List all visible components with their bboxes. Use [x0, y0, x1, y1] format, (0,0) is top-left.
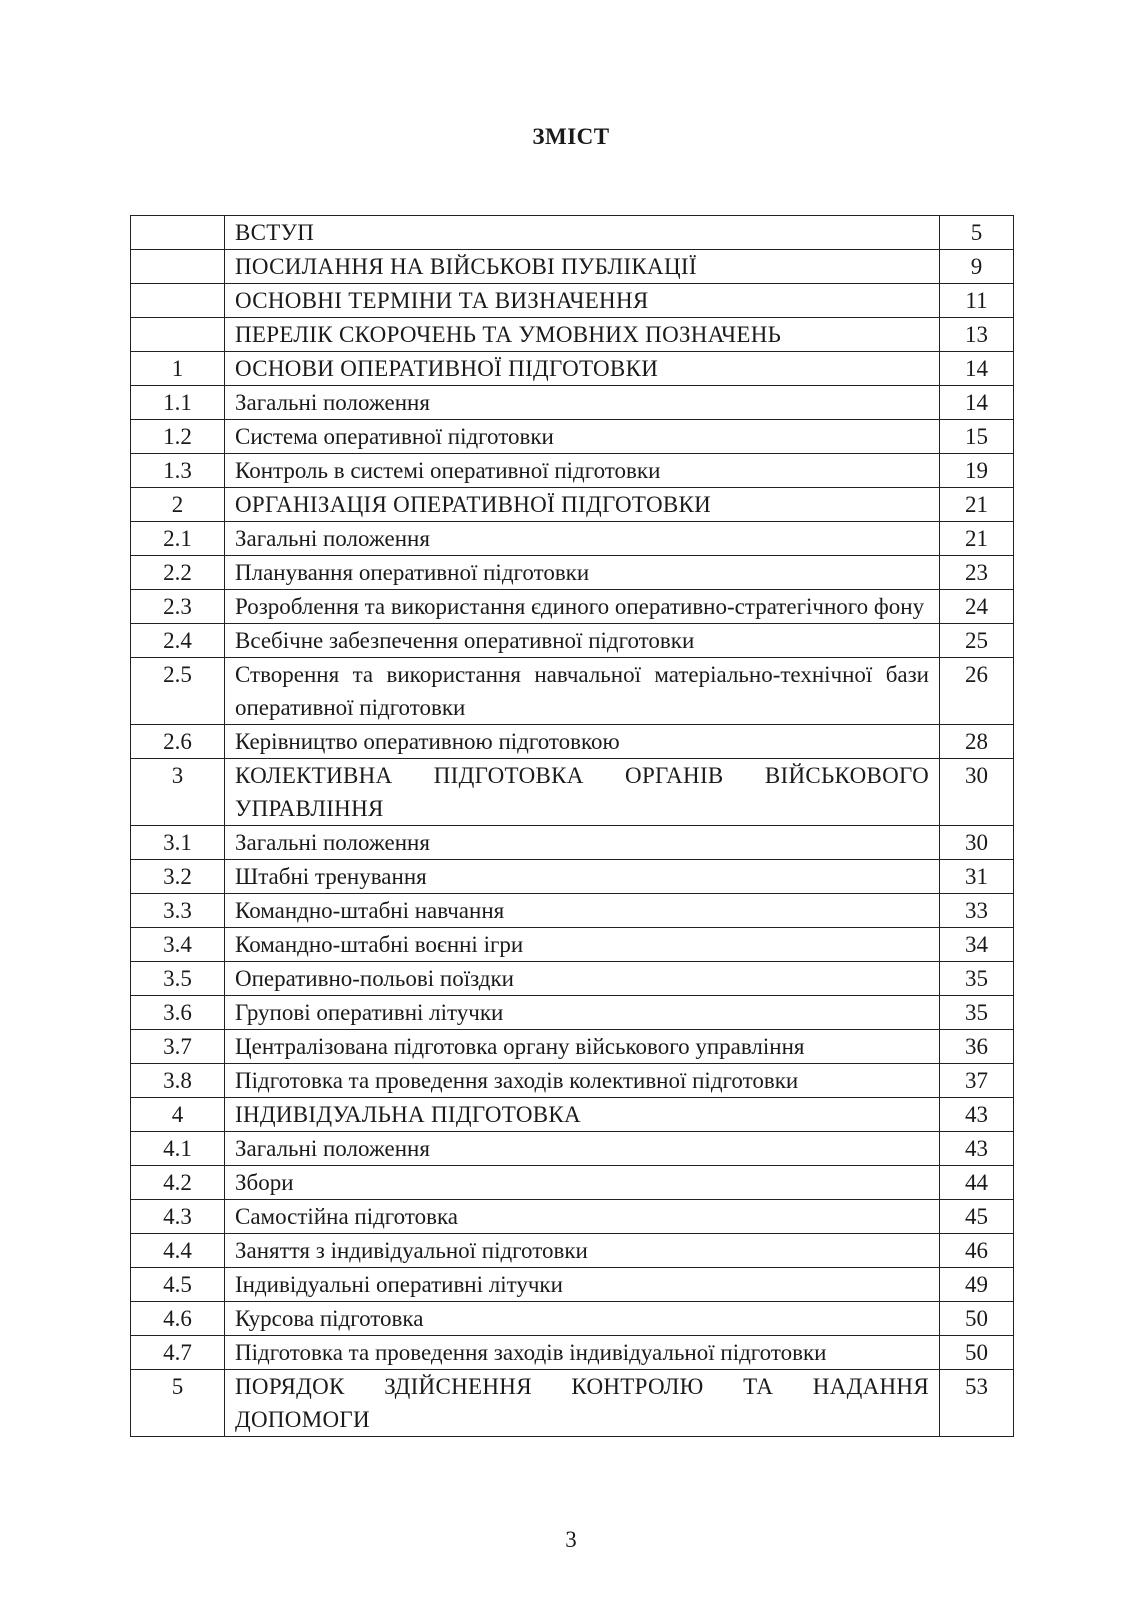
table-of-contents [130, 215, 1014, 1437]
toc-section-number: 4.3 [131, 1200, 225, 1234]
toc-row [131, 1234, 1014, 1268]
toc-page-number: 44 [940, 1166, 1014, 1200]
toc-section-number [131, 318, 225, 352]
toc-row [131, 996, 1014, 1030]
toc-section-number: 4.7 [131, 1336, 225, 1370]
toc-section-title: ПЕРЕЛІК СКОРОЧЕНЬ ТА УМОВНИХ ПОЗНАЧЕНЬ [225, 318, 940, 352]
toc-row [131, 725, 1014, 759]
toc-section-number: 2.2 [131, 556, 225, 590]
toc-section-number: 4 [131, 1098, 225, 1132]
toc-section-number: 2.6 [131, 725, 225, 759]
toc-page-number: 11 [940, 284, 1014, 318]
toc-row [131, 1200, 1014, 1234]
toc-section-number: 4.5 [131, 1268, 225, 1302]
toc-section-title: ОРГАНІЗАЦІЯ ОПЕРАТИВНОЇ ПІДГОТОВКИ [225, 488, 940, 522]
toc-page-number: 35 [940, 962, 1014, 996]
toc-section-title: ОСНОВИ ОПЕРАТИВНОЇ ПІДГОТОВКИ [225, 352, 940, 386]
toc-page-number: 25 [940, 624, 1014, 658]
toc-row [131, 658, 1014, 725]
toc-section-title: Всебічне забезпечення оперативної підготовки [225, 624, 940, 658]
toc-page-number: 53 [940, 1370, 1014, 1437]
toc-section-title: ВСТУП [225, 216, 940, 250]
toc-section-number: 1.1 [131, 386, 225, 420]
toc-page-number: 21 [940, 488, 1014, 522]
toc-page-number: 50 [940, 1336, 1014, 1370]
toc-section-title: ПОСИЛАННЯ НА ВІЙСЬКОВІ ПУБЛІКАЦІЇ [225, 250, 940, 284]
toc-page-number: 37 [940, 1064, 1014, 1098]
toc-section-number: 4.1 [131, 1132, 225, 1166]
toc-section-title: КОЛЕКТИВНА ПІДГОТОВКА ОРГАНІВ ВІЙСЬКОВОГО УПРАВЛІННЯ [225, 759, 940, 826]
toc-row [131, 860, 1014, 894]
toc-section-title: Централізована підготовка органу військового управління [225, 1030, 940, 1064]
document-title: ЗМІСТ [532, 124, 610, 149]
toc-page-number: 45 [940, 1200, 1014, 1234]
toc-section-number [131, 216, 225, 250]
toc-page-number: 21 [940, 522, 1014, 556]
toc-section-number: 2 [131, 488, 225, 522]
toc-section-number: 3.4 [131, 928, 225, 962]
toc-section-number: 3.5 [131, 962, 225, 996]
toc-page-number: 43 [940, 1132, 1014, 1166]
toc-section-number: 3.3 [131, 894, 225, 928]
toc-row [131, 894, 1014, 928]
toc-section-number: 1 [131, 352, 225, 386]
toc-section-number [131, 250, 225, 284]
toc-row [131, 216, 1014, 250]
toc-row [131, 1336, 1014, 1370]
toc-section-title: Керівництво оперативною підготовкою [225, 725, 940, 759]
toc-page-number: 49 [940, 1268, 1014, 1302]
toc-page-number: 34 [940, 928, 1014, 962]
toc-page-number: 36 [940, 1030, 1014, 1064]
toc-page-number: 30 [940, 759, 1014, 826]
toc-row [131, 1166, 1014, 1200]
toc-page-number: 46 [940, 1234, 1014, 1268]
toc-page-number: 31 [940, 860, 1014, 894]
toc-section-title: Загальні положення [225, 1132, 940, 1166]
toc-page-number: 26 [940, 658, 1014, 725]
toc-row [131, 522, 1014, 556]
toc-section-title: Підготовка та проведення заходів індивідуальної підготовки [225, 1336, 940, 1370]
toc-section-title: Підготовка та проведення заходів колективної підготовки [225, 1064, 940, 1098]
toc-page-number: 23 [940, 556, 1014, 590]
toc-page-number: 14 [940, 386, 1014, 420]
toc-section-number: 2.4 [131, 624, 225, 658]
toc-section-number: 1.2 [131, 420, 225, 454]
toc-row [131, 318, 1014, 352]
toc-section-number: 3.1 [131, 826, 225, 860]
toc-section-title: Збори [225, 1166, 940, 1200]
toc-section-title: Загальні положення [225, 386, 940, 420]
toc-section-title: Курсова підготовка [225, 1302, 940, 1336]
toc-section-number: 2.3 [131, 590, 225, 624]
toc-page-number: 24 [940, 590, 1014, 624]
toc-row [131, 962, 1014, 996]
toc-section-title: Командно-штабні воєнні ігри [225, 928, 940, 962]
toc-section-title: Контроль в системі оперативної підготовки [225, 454, 940, 488]
toc-section-number: 3.7 [131, 1030, 225, 1064]
toc-section-title: Командно-штабні навчання [225, 894, 940, 928]
toc-section-number: 3 [131, 759, 225, 826]
toc-section-title: ІНДИВІДУАЛЬНА ПІДГОТОВКА [225, 1098, 940, 1132]
toc-row [131, 386, 1014, 420]
toc-row [131, 1268, 1014, 1302]
toc-section-title: Самостійна підготовка [225, 1200, 940, 1234]
page-number: 3 [565, 1527, 577, 1552]
toc-page-number: 30 [940, 826, 1014, 860]
toc-section-number [131, 284, 225, 318]
toc-row [131, 624, 1014, 658]
toc-row [131, 928, 1014, 962]
toc-row [131, 1302, 1014, 1336]
toc-row [131, 250, 1014, 284]
toc-section-number: 4.4 [131, 1234, 225, 1268]
toc-section-number: 5 [131, 1370, 225, 1437]
toc-page-number: 13 [940, 318, 1014, 352]
toc-row [131, 1098, 1014, 1132]
toc-section-title: Групові оперативні літучки [225, 996, 940, 1030]
toc-section-number: 2.1 [131, 522, 225, 556]
toc-section-number: 4.2 [131, 1166, 225, 1200]
toc-section-title: Система оперативної підготовки [225, 420, 940, 454]
toc-row [131, 420, 1014, 454]
toc-section-number: 4.6 [131, 1302, 225, 1336]
toc-section-number: 3.2 [131, 860, 225, 894]
toc-section-number: 2.5 [131, 658, 225, 725]
toc-section-number: 3.6 [131, 996, 225, 1030]
toc-section-title: Планування оперативної підготовки [225, 556, 940, 590]
toc-section-title: Заняття з індивідуальної підготовки [225, 1234, 940, 1268]
toc-page-number: 50 [940, 1302, 1014, 1336]
toc-section-title: ОСНОВНІ ТЕРМІНИ ТА ВИЗНАЧЕННЯ [225, 284, 940, 318]
toc-page-number: 28 [940, 725, 1014, 759]
toc-section-title: Загальні положення [225, 522, 940, 556]
toc-row [131, 1030, 1014, 1064]
toc-page-number: 5 [940, 216, 1014, 250]
toc-row [131, 556, 1014, 590]
toc-row [131, 352, 1014, 386]
toc-row [131, 488, 1014, 522]
toc-page-number: 15 [940, 420, 1014, 454]
toc-section-title: Створення та використання навчальної матеріально-технічної бази оперативної підготовки [225, 658, 940, 725]
toc-section-title: Розроблення та використання єдиного оперативно-стратегічного фону [225, 590, 940, 624]
toc-page-number: 9 [940, 250, 1014, 284]
toc-section-title: Загальні положення [225, 826, 940, 860]
toc-section-title: Штабні тренування [225, 860, 940, 894]
toc-section-number: 1.3 [131, 454, 225, 488]
toc-section-title: Оперативно-польові поїздки [225, 962, 940, 996]
toc-page-number: 33 [940, 894, 1014, 928]
toc-row [131, 1370, 1014, 1437]
toc-page-number: 35 [940, 996, 1014, 1030]
toc-row [131, 759, 1014, 826]
toc-row [131, 1132, 1014, 1166]
toc-page-number: 43 [940, 1098, 1014, 1132]
toc-section-title: ПОРЯДОК ЗДІЙСНЕННЯ КОНТРОЛЮ ТА НАДАННЯ ДОПОМОГИ [225, 1370, 940, 1437]
toc-row [131, 1064, 1014, 1098]
toc-page-number: 19 [940, 454, 1014, 488]
toc-section-number: 3.8 [131, 1064, 225, 1098]
toc-row [131, 590, 1014, 624]
toc-row [131, 826, 1014, 860]
toc-row [131, 454, 1014, 488]
toc-row [131, 284, 1014, 318]
toc-page-number: 14 [940, 352, 1014, 386]
toc-section-title: Індивідуальні оперативні літучки [225, 1268, 940, 1302]
